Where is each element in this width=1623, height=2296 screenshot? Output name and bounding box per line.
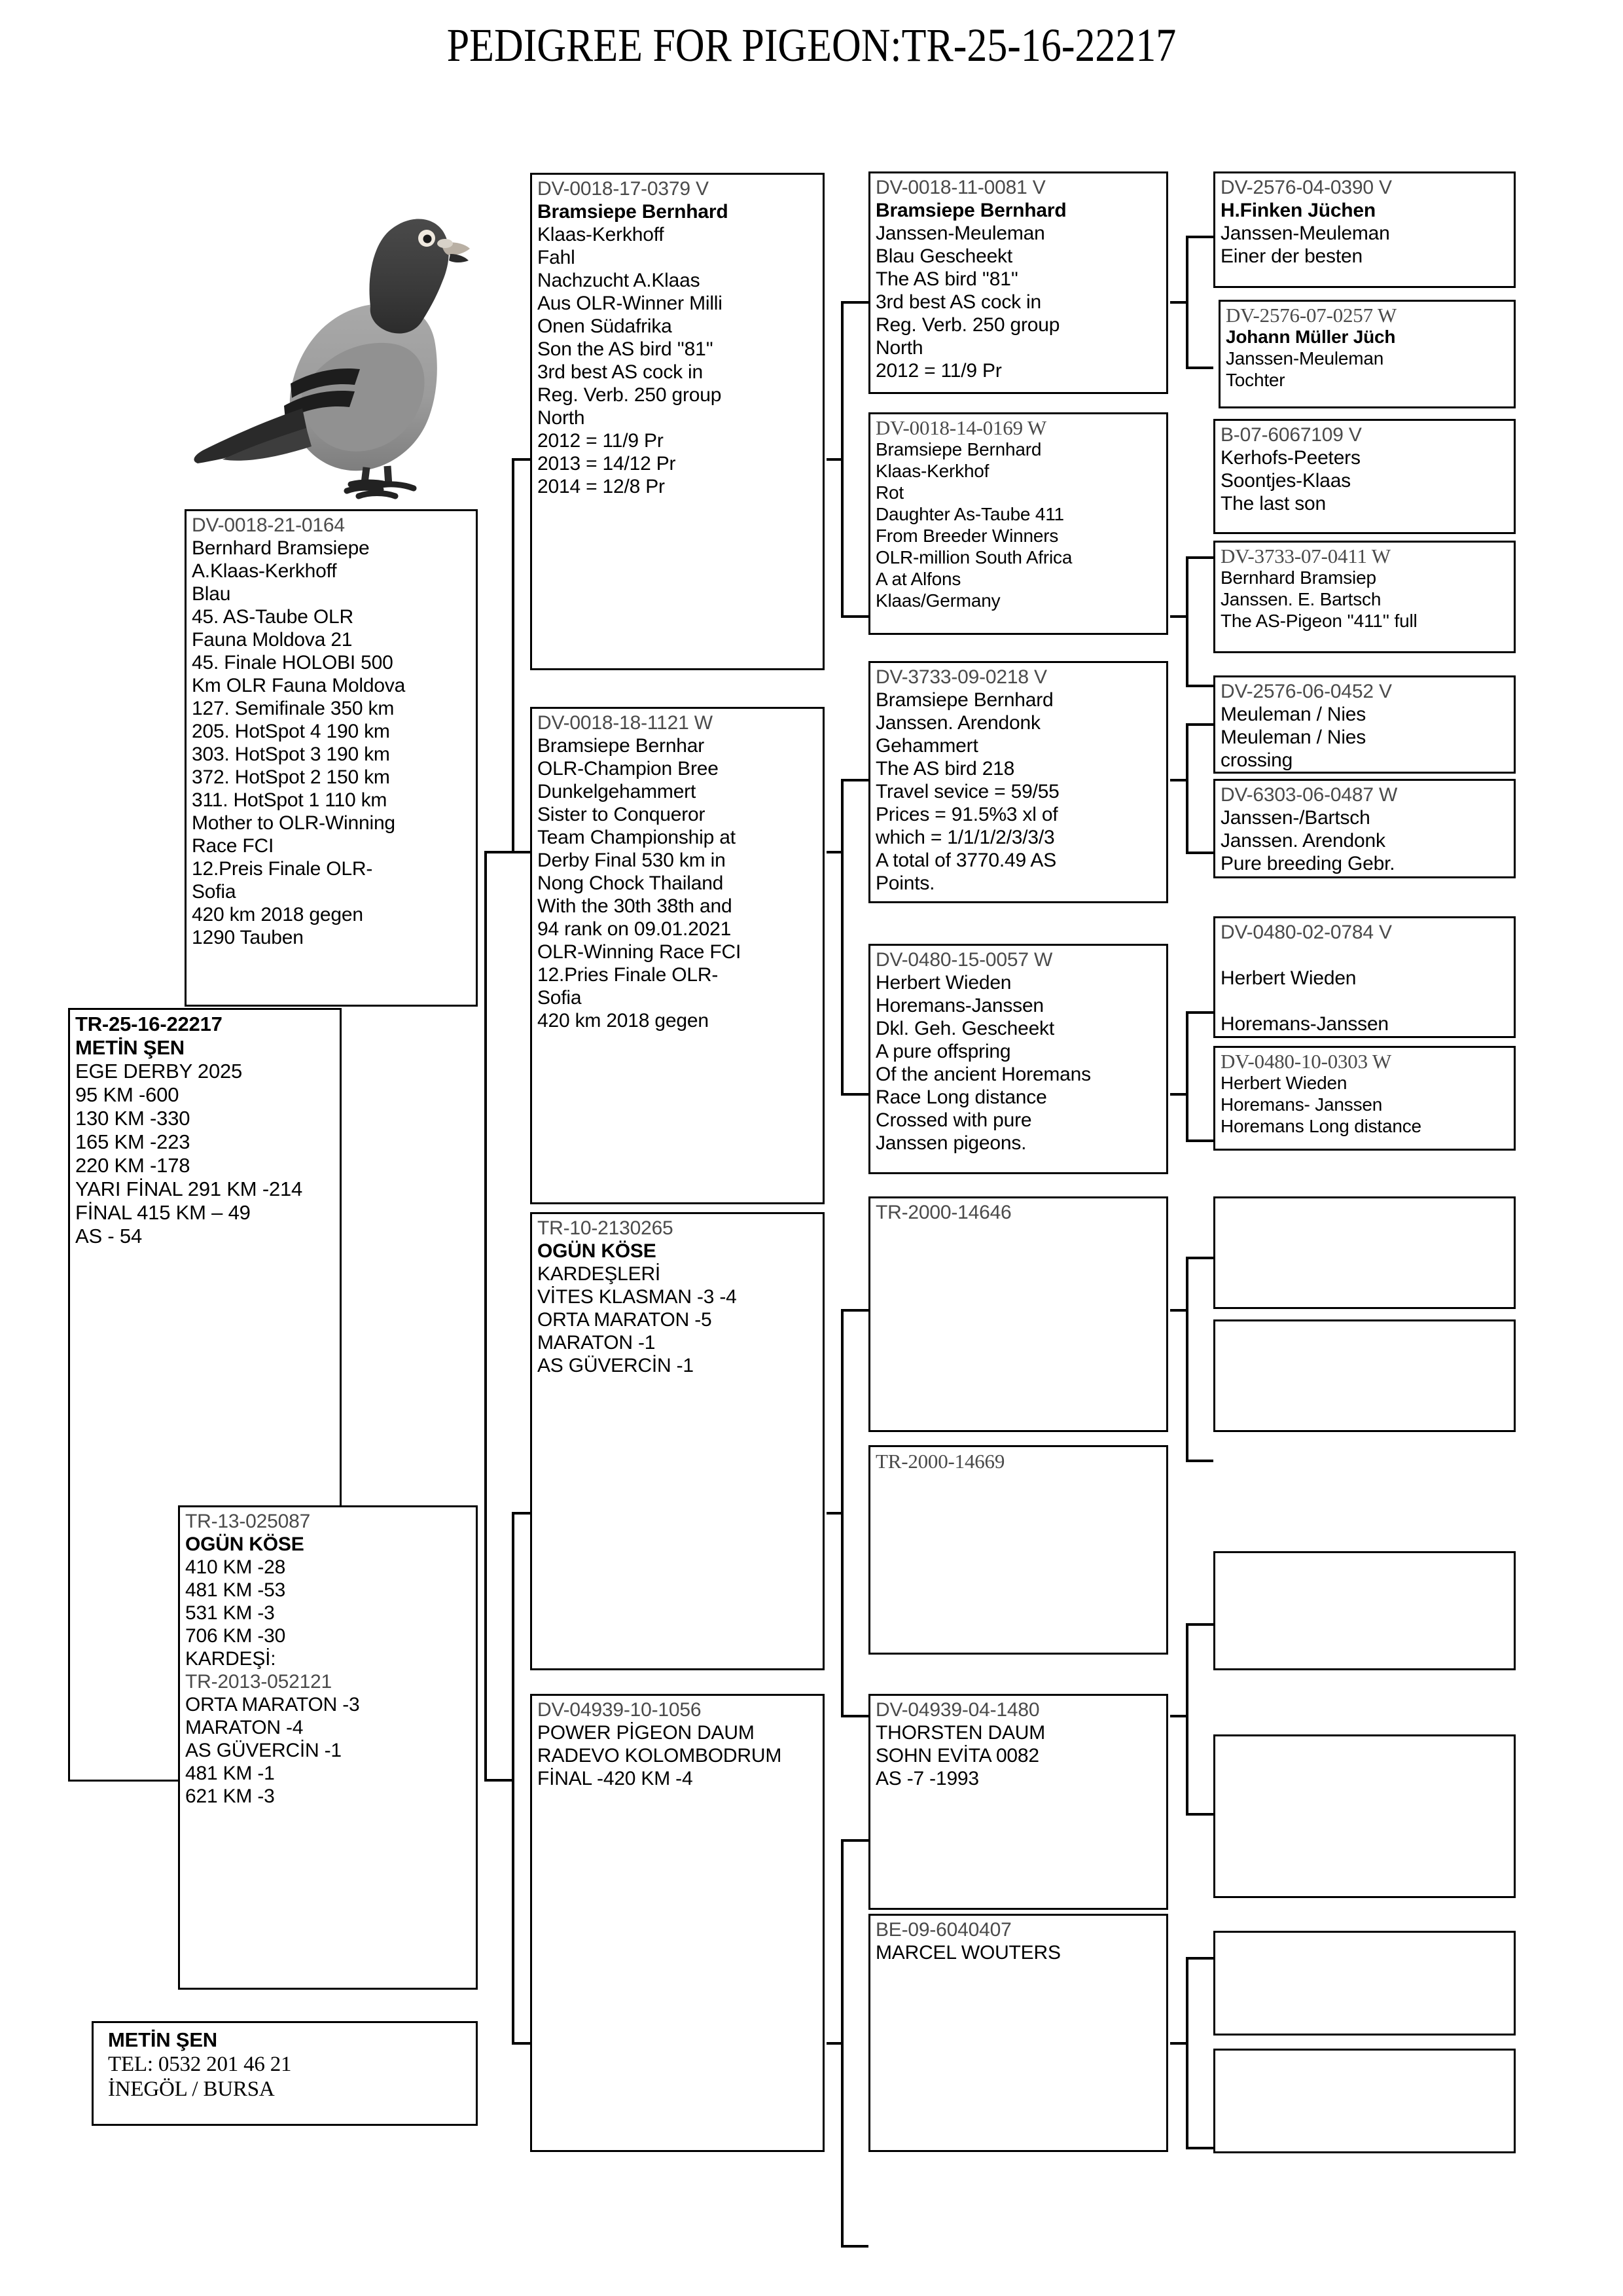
connector-h-subject-dam (484, 1779, 512, 1782)
gen3-7-ring: BE-09-6040407 (876, 1919, 1012, 1941)
gen3-2-line: A total of 3770.49 AS (876, 850, 1057, 871)
connector-h-g2b-b (841, 1093, 868, 1096)
gen4-0-line: Einer der besten (1221, 245, 1363, 267)
gen4-6-ring: DV-0480-02-0784 V (1221, 922, 1392, 943)
sire-line: 12.Preis Finale OLR- (192, 858, 373, 880)
sire-line: 311. HotSpot 1 110 km (192, 789, 387, 811)
connector-h-g2a-in (827, 458, 844, 461)
gen4-2-ring: B-07-6067109 V (1221, 424, 1362, 446)
connector-h-g3-5-b (1186, 1460, 1213, 1462)
gen2-1-line: Team Championship at (537, 827, 736, 848)
sire-line: 45. AS-Taube OLR (192, 606, 353, 628)
gen4-5-line: Janssen-/Bartsch (1221, 807, 1370, 829)
connector-v-sire (512, 458, 514, 851)
gen4-1-line: Janssen-Meuleman (1226, 348, 1384, 368)
gen2-0-ring: DV-0018-17-0379 V (537, 178, 709, 200)
gen4-box-9[interactable] (1213, 1319, 1516, 1432)
gen4-box-5[interactable] (1213, 779, 1516, 878)
sire-line: 127. Semifinale 350 km (192, 698, 395, 719)
connector-h-g3-8-t (1186, 1957, 1213, 1960)
sire-line: 45. Finale HOLOBI 500 (192, 652, 393, 673)
gen3-1-line: Klaas-Kerkhof (876, 461, 990, 481)
gen3-0-line: 2012 = 11/9 Pr (876, 360, 1002, 382)
sire-line: 420 km 2018 gegen (192, 904, 363, 925)
gen4-box-2[interactable] (1213, 419, 1516, 534)
connector-v-g2b (841, 779, 844, 1093)
gen3-0-line: The AS bird ''81'' (876, 268, 1018, 290)
gen2-1-breeder: Bramsiepe Bernhar (537, 735, 705, 757)
gen3-3-line: Race Long distance (876, 1086, 1047, 1108)
dam-line: AS GÜVERCİN -1 (185, 1740, 342, 1761)
gen2-1-ring: DV-0018-18-1121 W (537, 712, 713, 734)
gen3-2-ring: DV-3733-09-0218 V (876, 666, 1047, 688)
gen3-1-line: Klaas/Germany (876, 590, 1001, 611)
connector-h-g2c-b (841, 1715, 868, 1717)
gen2-1-line: Sister to Conqueror (537, 804, 705, 825)
connector-h-g2b-t (841, 779, 868, 781)
gen2-0-line: Fahl (537, 247, 575, 268)
subject-result: 165 KM -223 (75, 1130, 190, 1153)
page-title: PEDIGREE FOR PIGEON:TR-25-16-22217 (446, 19, 1177, 71)
gen3-1-line: From Breeder Winners (876, 526, 1059, 546)
gen3-3-breeder: Herbert Wieden (876, 972, 1012, 994)
connector-h-g3-1-t (1186, 236, 1213, 238)
gen4-box-11[interactable] (1213, 1734, 1516, 1898)
connector-h-g2b-in (827, 851, 844, 853)
dam-sibling-ring: TR-2013-052121 (185, 1671, 332, 1693)
sire-line: Sofia (192, 881, 236, 903)
gen3-3-line: Dkl. Geh. Gescheekt (876, 1018, 1054, 1039)
subject-result: YARI FİNAL 291 KM -214 (75, 1177, 303, 1200)
gen4-6-spacer (1221, 944, 1510, 967)
gen4-1-ring: DV-2576-07-0257 W (1226, 304, 1397, 327)
gen2-1-line: 12.Pries Finale OLR- (537, 964, 719, 986)
gen2-2-line: MARATON -1 (537, 1332, 656, 1354)
gen2-3-line: POWER PİGEON DAUM (537, 1722, 755, 1744)
gen2-2-line: KARDEŞLERİ (537, 1263, 661, 1285)
dam-line: 531 KM -3 (185, 1602, 275, 1624)
connector-h-sire-top (512, 458, 530, 461)
gen4-4-line: crossing (1221, 749, 1293, 771)
gen4-box-8[interactable] (1213, 1196, 1516, 1309)
sire-line: Km OLR Fauna Moldova (192, 675, 406, 696)
sire-line: Bernhard Bramsiepe (192, 537, 370, 559)
gen4-box-12[interactable] (1213, 1931, 1516, 2036)
dam-line: KARDEŞİ: (185, 1648, 276, 1670)
subject-race-series: EGE DERBY 2025 (75, 1060, 243, 1083)
connector-h-g3-6-t (1186, 1623, 1213, 1626)
connector-v-g3-6 (1186, 1623, 1188, 1813)
sire-line: Fauna Moldova 21 (192, 629, 353, 651)
gen2-box-1[interactable] (530, 707, 825, 1204)
dam-box[interactable] (178, 1505, 478, 1990)
connector-h-g3-3-t (1186, 723, 1213, 726)
sire-line: 372. HotSpot 2 150 km (192, 766, 390, 788)
gen4-2-line: The last son (1221, 493, 1327, 514)
connector-h-dam-top (512, 1512, 530, 1515)
gen2-0-line: 2014 = 12/8 Pr (537, 476, 665, 497)
gen2-1-line: Nong Chock Thailand (537, 872, 724, 894)
gen4-3-line: The AS-Pigeon ''411'' full (1221, 611, 1418, 631)
gen4-1-breeder: Johann Müller Jüch (1226, 327, 1396, 347)
gen2-0-line: Klaas-Kerkhoff (537, 224, 664, 245)
connector-v-dam (512, 1512, 514, 2042)
connector-h-g2c-t (841, 1309, 868, 1312)
gen4-0-line: Janssen-Meuleman (1221, 223, 1390, 244)
gen2-2-line: AS GÜVERCİN -1 (537, 1355, 694, 1376)
connector-h-g2d-t (841, 1839, 868, 1842)
gen4-7-breeder: Herbert Wieden (1221, 1073, 1347, 1093)
gen4-box-7[interactable] (1213, 1046, 1516, 1151)
connector-v-g3-8 (1186, 1957, 1188, 2147)
gen3-1-line: Daughter As-Taube 411 (876, 504, 1064, 524)
gen2-1-line: Sofia (537, 987, 582, 1009)
gen3-0-line: Blau Gescheekt (876, 245, 1012, 267)
gen4-2-breeder: Kerhofs-Peeters (1221, 447, 1361, 469)
sire-line: Blau (192, 583, 231, 605)
gen2-0-line: Reg. Verb. 250 group (537, 384, 722, 406)
connector-h-dam-bot (512, 2042, 530, 2045)
gen2-3-line: RADEVO KOLOMBODRUM (537, 1745, 782, 1767)
gen3-0-line: North (876, 337, 923, 359)
gen2-0-line: Onen Südafrika (537, 315, 672, 337)
sire-line: 1290 Tauben (192, 927, 304, 948)
connector-h-g3-2-in (1170, 615, 1187, 618)
dam-line: 481 KM -53 (185, 1579, 286, 1601)
dam-line: 481 KM -1 (185, 1763, 275, 1784)
gen4-box-3[interactable] (1213, 541, 1516, 653)
gen3-3-line: Horemans-Janssen (876, 995, 1044, 1016)
dam-line: 621 KM -3 (185, 1785, 275, 1807)
gen2-1-line: 420 km 2018 gegen (537, 1010, 709, 1031)
sire-line: Mother to OLR-Winning (192, 812, 395, 834)
gen4-6-spacer2 (1221, 990, 1510, 1013)
gen3-box-3[interactable] (868, 944, 1168, 1174)
gen3-0-ring: DV-0018-11-0081 V (876, 177, 1046, 198)
gen2-3-line: FİNAL -420 KM -4 (537, 1768, 693, 1789)
gen2-0-line: Aus OLR-Winner Milli (537, 293, 722, 314)
gen3-2-breeder: Bramsiepe Bernhard (876, 689, 1054, 711)
connector-h-g2d-in (827, 2042, 844, 2045)
pigeon-photo (162, 175, 509, 503)
connector-h-g3-4-b (1186, 1139, 1213, 1142)
gen3-box-6[interactable] (868, 1694, 1168, 1910)
subject-owner: METİN ŞEN (75, 1036, 185, 1059)
dam-line: 410 KM -28 (185, 1556, 286, 1578)
owner-name: METİN ŞEN (108, 2028, 217, 2051)
gen4-box-4[interactable] (1213, 675, 1516, 774)
subject-result: FİNAL 415 KM – 49 (75, 1201, 251, 1224)
gen4-2-line: Soontjes-Klaas (1221, 470, 1351, 492)
gen2-0-line: Nachzucht A.Klaas (537, 270, 700, 291)
gen3-6-line: SOHN EVİTA 0082 (876, 1745, 1039, 1767)
connector-v-subject (484, 851, 487, 1780)
sire-line: A.Klaas-Kerkhoff (192, 560, 337, 582)
dam-line: ORTA MARATON -3 (185, 1694, 360, 1715)
gen3-box-7[interactable] (868, 1914, 1168, 2152)
subject-result: 220 KM -178 (75, 1154, 190, 1177)
gen4-3-line: Janssen. E. Bartsch (1221, 589, 1382, 609)
connector-h-g3-4-in (1170, 1093, 1187, 1096)
gen3-1-breeder: Bramsiepe Bernhard (876, 439, 1042, 459)
gen2-1-line: With the 30th 38th and (537, 895, 732, 917)
subject-result: 95 KM -600 (75, 1083, 179, 1106)
connector-v-g3-3 (1186, 723, 1188, 852)
gen2-0-line: 2013 = 14/12 Pr (537, 453, 676, 475)
connector-v-g3-2 (1186, 556, 1188, 685)
gen2-0-breeder: Bramsiepe Bernhard (537, 201, 728, 223)
gen2-3-ring: DV-04939-10-1056 (537, 1699, 702, 1721)
subject-result: AS - 54 (75, 1225, 142, 1247)
gen3-1-line: OLR-million South Africa (876, 547, 1073, 567)
gen3-1-line: Rot (876, 482, 904, 503)
connector-h-g3-2-b (1186, 685, 1213, 687)
gen3-box-0[interactable] (868, 171, 1168, 394)
gen3-2-line: Janssen. Arendonk (876, 712, 1041, 734)
gen2-2-line: ORTA MARATON -5 (537, 1309, 712, 1331)
gen3-6-line: AS -7 -1993 (876, 1768, 979, 1789)
gen2-0-line: Son the AS bird ''81'' (537, 338, 713, 360)
connector-h-g3-5-t (1186, 1257, 1213, 1259)
sire-line: Race FCI (192, 835, 274, 857)
gen4-box-10[interactable] (1213, 1551, 1516, 1670)
gen4-5-ring: DV-6303-06-0487 W (1221, 784, 1398, 806)
gen3-4-ring: TR-2000-14646 (876, 1202, 1012, 1223)
gen4-0-ring: DV-2576-04-0390 V (1221, 177, 1392, 198)
gen3-2-line: Points. (876, 872, 935, 894)
sire-ring-number: DV-0018-21-0164 (192, 514, 345, 536)
gen3-2-line: which = 1/1/1/2/3/3/3 (876, 827, 1055, 848)
connector-h-g3-8-b (1186, 2147, 1213, 2149)
gen3-3-line: Of the ancient Horemans (876, 1064, 1091, 1085)
gen3-1-line: A at Alfons (876, 569, 961, 589)
gen3-box-1[interactable] (868, 412, 1168, 635)
gen2-0-line: 2012 = 11/9 Pr (537, 430, 664, 452)
gen4-4-line: Meuleman / Nies (1221, 704, 1366, 725)
gen3-6-ring: DV-04939-04-1480 (876, 1699, 1040, 1721)
gen3-3-line: A pure offspring (876, 1041, 1011, 1062)
connector-h-g3-4-t (1186, 1011, 1213, 1014)
connector-h-g3-6-in (1170, 1715, 1187, 1717)
gen3-5-ring: TR-2000-14669 (876, 1450, 1005, 1473)
gen4-box-0[interactable] (1213, 171, 1516, 288)
connector-h-g3-2-t (1186, 556, 1213, 559)
gen4-0-breeder: H.Finken Jüchen (1221, 200, 1376, 221)
gen4-6-breeder: Herbert Wieden (1221, 967, 1357, 989)
subject-ring-number: TR-25-16-22217 (75, 1013, 223, 1035)
gen3-3-ring: DV-0480-15-0057 W (876, 949, 1053, 971)
dam-owner: OGÜN KÖSE (185, 1534, 304, 1555)
gen2-2-line: VİTES KLASMAN -3 -4 (537, 1286, 737, 1308)
gen3-0-line: Janssen-Meuleman (876, 223, 1045, 244)
gen2-box-0[interactable] (530, 173, 825, 670)
gen3-7-breeder: MARCEL WOUTERS (876, 1942, 1061, 1964)
gen2-1-line: OLR-Champion Bree (537, 758, 719, 780)
connector-h-g3-3-in (1170, 779, 1187, 781)
gen2-1-line: 94 rank on 09.01.2021 (537, 918, 732, 940)
gen3-6-breeder: THORSTEN DAUM (876, 1722, 1046, 1744)
gen2-2-owner: OGÜN KÖSE (537, 1240, 656, 1262)
gen4-1-line: Tochter (1226, 370, 1285, 390)
connector-v-g3-4 (1186, 1011, 1188, 1139)
subject-result: 130 KM -330 (75, 1107, 190, 1130)
gen2-2-ring: TR-10-2130265 (537, 1217, 673, 1239)
connector-h-g2c-in (827, 1512, 844, 1515)
gen3-1-ring: DV-0018-14-0169 W (876, 416, 1046, 439)
gen3-2-line: Prices = 91.5%3 xl of (876, 804, 1058, 825)
connector-h-g2d-b (841, 2245, 868, 2248)
gen3-0-breeder: Bramsiepe Bernhard (876, 200, 1067, 221)
connector-h-g3-6-b (1186, 1813, 1213, 1816)
gen4-4-ring: DV-2576-06-0452 V (1221, 681, 1392, 702)
sire-line: 205. HotSpot 4 190 km (192, 721, 390, 742)
gen3-2-line: Gehammert (876, 735, 978, 757)
gen3-box-4[interactable] (868, 1196, 1168, 1432)
connector-h-subject-sire (484, 851, 512, 853)
owner-contact-box[interactable] (92, 2021, 478, 2126)
owner-phone: TEL: 0532 201 46 21 (108, 2053, 292, 2076)
connector-h-g3-3-b (1186, 852, 1213, 854)
gen4-5-line: Pure breeding Gebr. (1221, 853, 1395, 874)
gen4-box-6[interactable] (1213, 916, 1516, 1038)
connector-h-g2a-b (841, 615, 868, 618)
gen4-4-line: Meuleman / Nies (1221, 726, 1366, 748)
gen3-2-line: The AS bird 218 (876, 758, 1015, 780)
connector-h-g3-1-in (1170, 301, 1187, 304)
gen2-box-2[interactable] (530, 1212, 825, 1670)
gen4-6-line: Horemans-Janssen (1221, 1013, 1389, 1035)
gen4-3-ring: DV-3733-07-0411 W (1221, 545, 1391, 567)
gen3-0-line: 3rd best AS cock in (876, 291, 1042, 313)
gen2-0-line: 3rd best AS cock in (537, 361, 704, 383)
gen3-box-5[interactable] (868, 1445, 1168, 1655)
connector-h-sire-bot (512, 851, 530, 853)
gen2-1-line: Derby Final 530 km in (537, 850, 726, 871)
gen4-3-breeder: Bernhard Bramsiep (1221, 567, 1376, 588)
sire-box[interactable] (185, 509, 478, 1007)
gen3-3-line: Janssen pigeons. (876, 1132, 1027, 1154)
gen3-3-line: Crossed with pure (876, 1109, 1032, 1131)
gen3-2-line: Travel sevice = 59/55 (876, 781, 1060, 802)
connector-h-g3-5-in (1170, 1309, 1187, 1312)
gen4-7-ring: DV-0480-10-0303 W (1221, 1050, 1391, 1073)
dam-line: 706 KM -30 (185, 1625, 286, 1647)
gen2-1-line: OLR-Winning Race FCI (537, 941, 741, 963)
gen4-5-line: Janssen. Arendonk (1221, 830, 1385, 852)
connector-h-g3-8-in (1170, 2042, 1187, 2045)
owner-city: İNEGÖL / BURSA (108, 2077, 275, 2101)
gen4-7-line: Horemans Long distance (1221, 1116, 1421, 1136)
gen3-0-line: Reg. Verb. 250 group (876, 314, 1060, 336)
connector-h-g3-1-b (1186, 367, 1213, 369)
sire-line: 303. HotSpot 3 190 km (192, 744, 390, 765)
gen2-1-line: Dunkelgehammert (537, 781, 696, 802)
gen2-0-line: North (537, 407, 585, 429)
gen2-box-3[interactable] (530, 1694, 825, 2152)
connector-v-g3-5 (1186, 1257, 1188, 1460)
dam-ring-number: TR-13-025087 (185, 1511, 311, 1532)
gen4-box-13[interactable] (1213, 2049, 1516, 2153)
dam-line: MARATON -4 (185, 1717, 304, 1738)
gen4-7-line: Horemans- Janssen (1221, 1094, 1383, 1115)
gen4-box-1[interactable] (1219, 300, 1516, 408)
gen3-box-2[interactable] (868, 661, 1168, 903)
connector-h-g2a-t (841, 301, 868, 304)
